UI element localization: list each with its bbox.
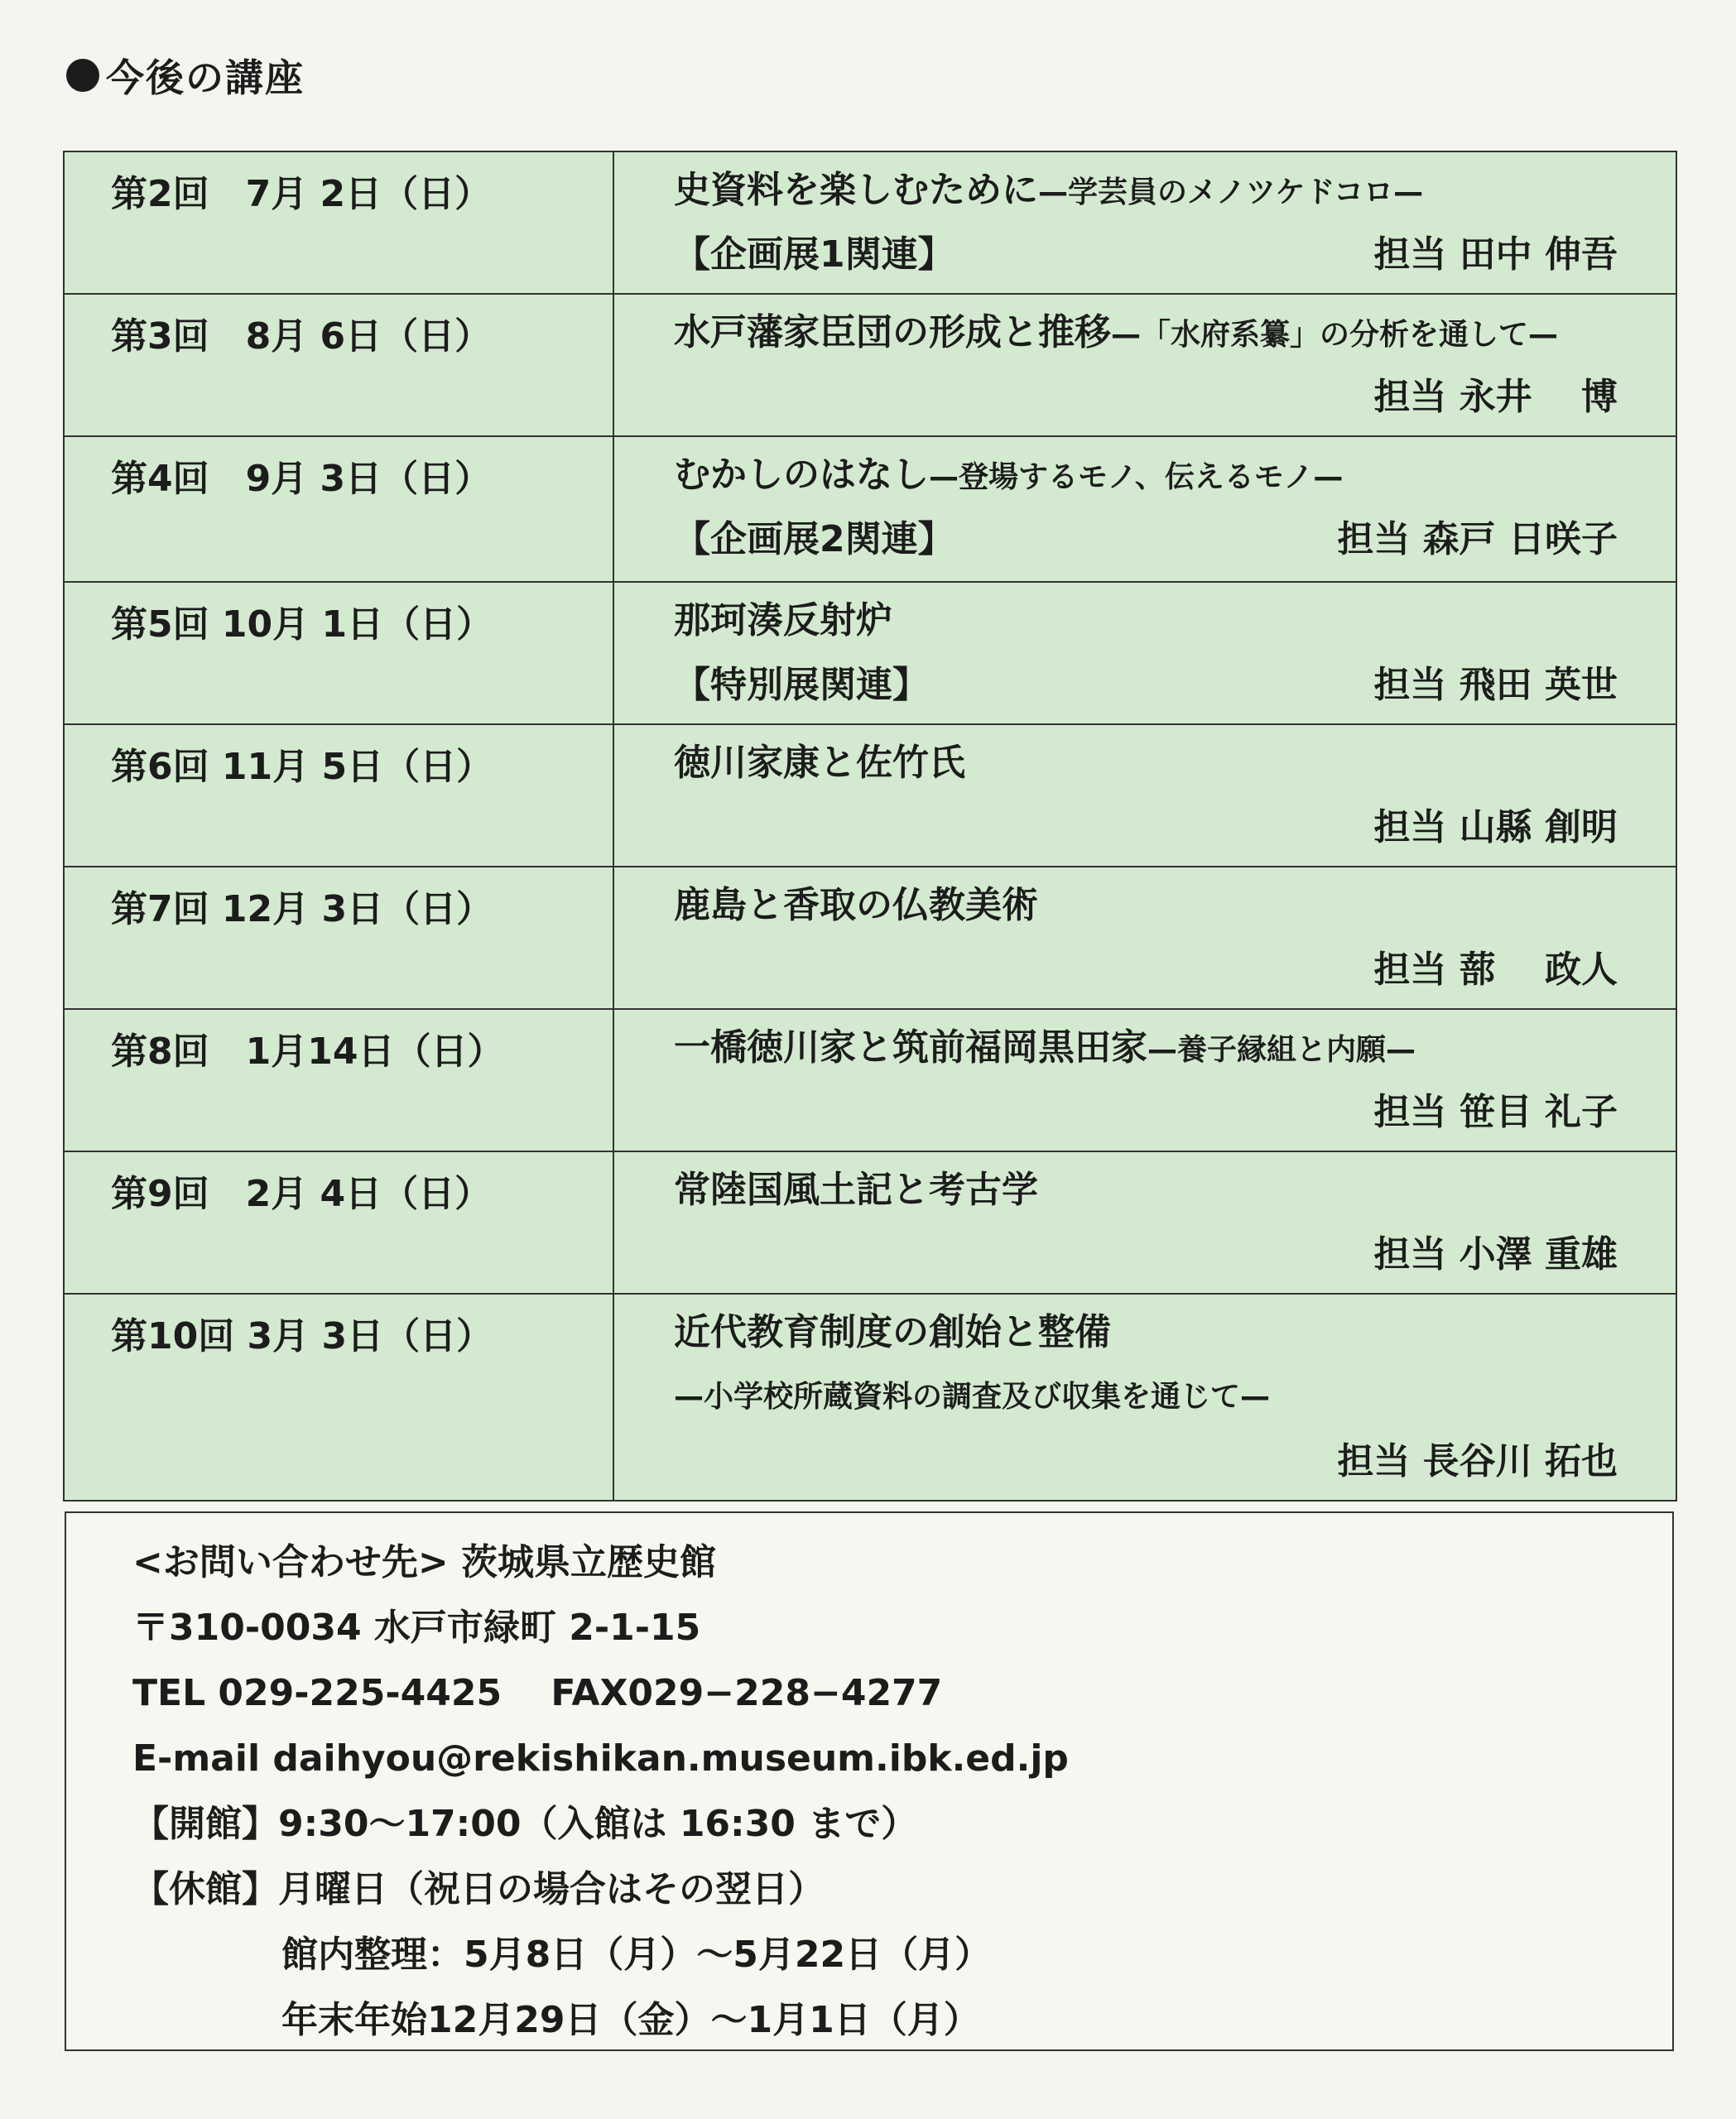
closed-maintenance: 館内整理：5月8日（月）〜5月22日（月）: [281, 1934, 992, 1976]
lecture-note: 【特別展関連】: [674, 664, 929, 706]
contact-box: [65, 1511, 1674, 2051]
lecture-title-line: [674, 306, 1676, 371]
lecture-date: 第5回 10月 1日（日）: [64, 582, 613, 724]
lecture-date: 第2回 7月 2日（日）: [64, 151, 613, 294]
table-row: [64, 151, 1676, 294]
lecture-title-line: [674, 1164, 1676, 1228]
lecture-date: 第6回 11月 5日（日）: [64, 724, 613, 867]
lecture-topic: [613, 1151, 1676, 1294]
lecture-bottom-line: [674, 801, 1676, 866]
bullet-icon: [66, 59, 99, 92]
lecture-bottom-line: [674, 944, 1676, 1008]
lecture-title: 鹿島と香取の仏教美術: [674, 884, 1038, 926]
lecture-title-line: [674, 164, 1676, 228]
lecture-staff: 担当 飛田 英世: [1373, 664, 1618, 706]
lecture-date: 第9回 2月 4日（日）: [64, 1151, 613, 1294]
lecture-subtitle: —学芸員のメノツケドコロ—: [1038, 175, 1424, 209]
lecture-schedule-table: [63, 151, 1677, 1502]
lecture-bottom-line: [674, 371, 1676, 435]
lecture-title-line: [674, 879, 1676, 944]
lecture-staff: 担当 田中 伸吾: [1373, 233, 1618, 276]
lecture-topic: [613, 436, 1676, 582]
lecture-title: 徳川家康と佐竹氏: [674, 742, 965, 784]
lecture-title-line: [674, 449, 1676, 513]
table-row: [64, 724, 1676, 867]
contact-email: E-mail daihyou@rekishikan.museum.ibk.ed.jp: [132, 1737, 1069, 1780]
lecture-bottom-line: [674, 1228, 1676, 1293]
contact-details: [132, 1530, 1069, 2053]
lecture-staff: 担当 永井 博: [1373, 376, 1618, 418]
lecture-subtitle: —小学校所蔵資料の調査及び収集を通じて—: [674, 1380, 1271, 1414]
lecture-staff: 担当 森戸 日咲子: [1337, 518, 1618, 560]
lecture-note: 【企画展1関連】: [674, 233, 955, 276]
lecture-title: 水戸藩家臣団の形成と推移: [674, 311, 1111, 353]
lecture-bottom-line: [674, 1086, 1676, 1151]
table-row: [64, 867, 1676, 1009]
contact-address: 〒310-0034 水戸市緑町 2-1-15: [132, 1607, 701, 1649]
lecture-bottom-line: [674, 659, 1676, 723]
lecture-date: 第10回 3月 3日（日）: [64, 1294, 613, 1501]
table-row: [64, 1151, 1676, 1294]
lecture-title: 那珂湊反射炉: [674, 599, 892, 641]
lecture-subtitle: —養子縁組と内願—: [1147, 1033, 1416, 1067]
lecture-note: 【企画展2関連】: [674, 518, 955, 560]
lecture-title-line: [674, 1021, 1676, 1086]
lecture-bottom-line: [674, 228, 1676, 293]
lecture-title-line: [674, 594, 1676, 659]
table-row: [64, 1009, 1676, 1151]
lecture-subtitle: —登場するモノ、伝えるモノ—: [929, 460, 1344, 494]
table-row: [64, 294, 1676, 436]
contact-heading: <お問い合わせ先> 茨城県立歴史館: [132, 1541, 717, 1583]
table-row: [64, 582, 1676, 724]
lecture-staff: 担当 長谷川 拓也: [1337, 1440, 1618, 1482]
lecture-topic: [613, 582, 1676, 724]
lecture-title: 常陸国風土記と考古学: [674, 1169, 1038, 1211]
lecture-staff: 担当 小澤 重雄: [1373, 1233, 1618, 1276]
section-title: [66, 48, 305, 103]
lecture-topic: [613, 867, 1676, 1009]
lecture-title: 一橋徳川家と筑前福岡黒田家: [674, 1026, 1147, 1069]
lecture-topic: [613, 151, 1676, 294]
lecture-title: 史資料を楽しむために: [674, 169, 1038, 211]
table-row: [64, 1294, 1676, 1501]
lecture-staff: 担当 笹目 礼子: [1373, 1091, 1618, 1133]
lecture-topic: [613, 294, 1676, 436]
lecture-subtitle: —「水府系纂」の分析を通して—: [1111, 318, 1559, 352]
table-row: [64, 436, 1676, 582]
lecture-topic: [613, 1009, 1676, 1151]
lecture-staff: 担当 蔀 政人: [1373, 949, 1618, 991]
opening-hours: 【開館】9:30〜17:00（入館は 16:30 まで）: [132, 1803, 918, 1845]
lecture-date: 第7回 12月 3日（日）: [64, 867, 613, 1009]
section-title-text: 今後の講座: [106, 55, 305, 100]
lecture-title: むかしのはなし: [674, 454, 929, 496]
lecture-topic: [613, 724, 1676, 867]
lecture-staff: 担当 山縣 創明: [1373, 806, 1618, 848]
lecture-bottom-line: [674, 1435, 1676, 1500]
closed-year-end: 年末年始12月29日（金）〜1月1日（月）: [281, 1999, 980, 2041]
closed-days: 【休館】月曜日（祝日の場合はその翌日）: [132, 1868, 825, 1910]
lecture-date: 第3回 8月 6日（日）: [64, 294, 613, 436]
lecture-date: 第8回 1月14日（日）: [64, 1009, 613, 1151]
lecture-title: 近代教育制度の創始と整備: [674, 1311, 1111, 1353]
lecture-date: 第4回 9月 3日（日）: [64, 436, 613, 582]
lecture-title-line: [674, 737, 1676, 801]
lecture-topic: [613, 1294, 1676, 1501]
contact-phone-fax: TEL 029-225-4425 FAX029−228−4277: [132, 1672, 943, 1714]
lecture-bottom-line: [674, 513, 1676, 578]
